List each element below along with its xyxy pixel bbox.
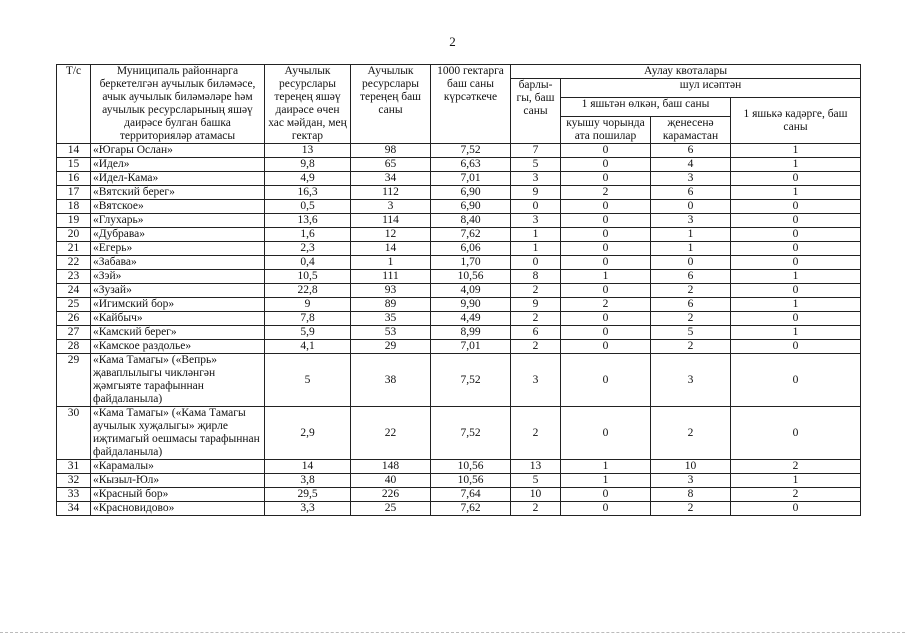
cell-count: 29: [351, 340, 431, 354]
cell-density: 4,09: [431, 284, 511, 298]
table-row: [57, 256, 861, 270]
cell-total: 8: [511, 270, 561, 284]
cell-no-sex: 3: [651, 354, 731, 407]
table-row: [57, 312, 861, 326]
cell-name: «Зэй»: [91, 270, 265, 284]
cell-name: «Кама Тамагы» («Кама Тамагы аучылык хуҗалыгы» җирле иҗтимагый оешмасы тарафыннан файдаланыла): [91, 407, 265, 460]
cell-under-one: 1: [731, 144, 861, 158]
header-territory-name: Муниципаль районнарга беркетелгән аучылык биләмәсе, ачык аучылык биләмәләре һәм аучылык ресурсларының яшәү даирәсе булган башка территорияләр атамасы: [91, 65, 265, 144]
cell-num: 29: [57, 354, 91, 407]
cell-density: 10,56: [431, 460, 511, 474]
table-row: [57, 326, 861, 340]
cell-num: 20: [57, 228, 91, 242]
cell-name: «Югары Ослан»: [91, 144, 265, 158]
cell-no-sex: 8: [651, 488, 731, 502]
cell-name: «Красный бор»: [91, 488, 265, 502]
cell-num: 25: [57, 298, 91, 312]
page-number: 2: [449, 34, 456, 49]
cell-count: 40: [351, 474, 431, 488]
cell-name: «Кызыл-Юл»: [91, 474, 265, 488]
cell-no-sex: 1: [651, 242, 731, 256]
cell-area: 10,5: [265, 270, 351, 284]
cell-total: 10: [511, 488, 561, 502]
cell-under-one: 0: [731, 407, 861, 460]
header-num: Т/с: [57, 65, 91, 144]
cell-no-sex: 6: [651, 144, 731, 158]
cell-under-one: 0: [731, 502, 861, 516]
cell-males: 0: [561, 502, 651, 516]
cell-count: 34: [351, 172, 431, 186]
cell-under-one: 0: [731, 354, 861, 407]
cell-name: «Красновидово»: [91, 502, 265, 516]
table-row: [57, 228, 861, 242]
cell-total: 2: [511, 312, 561, 326]
cell-name: «Егерь»: [91, 242, 265, 256]
cell-total: 1: [511, 242, 561, 256]
header-quotas: Аулау квоталары: [511, 65, 861, 79]
table-row: [57, 502, 861, 516]
cell-no-sex: 4: [651, 158, 731, 172]
cell-count: 111: [351, 270, 431, 284]
cell-area: 29,5: [265, 488, 351, 502]
cell-area: 14: [265, 460, 351, 474]
cell-males: 0: [561, 158, 651, 172]
cell-males: 0: [561, 407, 651, 460]
header-population: Аучылык ресурслары тереңең баш саны: [351, 65, 431, 144]
cell-males: 0: [561, 326, 651, 340]
cell-num: 14: [57, 144, 91, 158]
cell-area: 2,3: [265, 242, 351, 256]
cell-no-sex: 2: [651, 340, 731, 354]
cell-males: 0: [561, 340, 651, 354]
cell-count: 93: [351, 284, 431, 298]
cell-density: 6,06: [431, 242, 511, 256]
cell-name: «Дубрава»: [91, 228, 265, 242]
cell-no-sex: 2: [651, 407, 731, 460]
cell-total: 2: [511, 407, 561, 460]
cell-males: 2: [561, 186, 651, 200]
cell-males: 0: [561, 214, 651, 228]
cell-num: 21: [57, 242, 91, 256]
cell-area: 3,3: [265, 502, 351, 516]
cell-density: 6,63: [431, 158, 511, 172]
cell-density: 6,90: [431, 200, 511, 214]
cell-total: 9: [511, 298, 561, 312]
cell-density: 10,56: [431, 270, 511, 284]
cell-area: 0,4: [265, 256, 351, 270]
cell-under-one: 1: [731, 186, 861, 200]
cell-num: 28: [57, 340, 91, 354]
table-row: [57, 242, 861, 256]
table-row: [57, 172, 861, 186]
cell-num: 16: [57, 172, 91, 186]
cell-name: «Кама Тамагы» («Вепрь» җаваплылыгы чикләнгән җәмгыяте тарафыннан файдаланыла): [91, 354, 265, 407]
cell-under-one: 1: [731, 474, 861, 488]
cell-total: 0: [511, 256, 561, 270]
header-males-rut: куышу чорында ата пошилар: [561, 117, 651, 144]
cell-area: 3,8: [265, 474, 351, 488]
table-row: [57, 270, 861, 284]
cell-num: 22: [57, 256, 91, 270]
cell-area: 5,9: [265, 326, 351, 340]
table-row: [57, 354, 861, 407]
cell-total: 5: [511, 474, 561, 488]
table-row: [57, 474, 861, 488]
cell-count: 89: [351, 298, 431, 312]
cell-num: 18: [57, 200, 91, 214]
cell-area: 2,9: [265, 407, 351, 460]
header-regardless-sex: җенесенә карамастан: [651, 117, 731, 144]
table-row: [57, 186, 861, 200]
cell-area: 22,8: [265, 284, 351, 298]
cell-area: 9,8: [265, 158, 351, 172]
cell-males: 0: [561, 488, 651, 502]
cell-name: «Кайбыч»: [91, 312, 265, 326]
table-row: [57, 158, 861, 172]
cell-density: 8,99: [431, 326, 511, 340]
cell-no-sex: 3: [651, 214, 731, 228]
cell-name: «Камский берег»: [91, 326, 265, 340]
cell-males: 0: [561, 200, 651, 214]
cell-total: 13: [511, 460, 561, 474]
cell-name: «Идел»: [91, 158, 265, 172]
cell-total: 3: [511, 354, 561, 407]
cell-males: 0: [561, 228, 651, 242]
cell-males: 0: [561, 242, 651, 256]
cell-area: 0,5: [265, 200, 351, 214]
cell-count: 1: [351, 256, 431, 270]
cell-count: 25: [351, 502, 431, 516]
header-of-which: шул исәптән: [561, 79, 861, 98]
cell-under-one: 2: [731, 460, 861, 474]
cell-count: 65: [351, 158, 431, 172]
cell-total: 6: [511, 326, 561, 340]
cell-name: «Зузай»: [91, 284, 265, 298]
cell-area: 7,8: [265, 312, 351, 326]
cell-area: 13,6: [265, 214, 351, 228]
table-row: [57, 214, 861, 228]
cell-density: 8,40: [431, 214, 511, 228]
cell-under-one: 0: [731, 214, 861, 228]
cell-no-sex: 1: [651, 228, 731, 242]
cell-males: 1: [561, 460, 651, 474]
cell-total: 3: [511, 172, 561, 186]
table-row: [57, 284, 861, 298]
cell-no-sex: 3: [651, 172, 731, 186]
cell-density: 9,90: [431, 298, 511, 312]
cell-num: 33: [57, 488, 91, 502]
table-row: [57, 340, 861, 354]
cell-name: «Забава»: [91, 256, 265, 270]
cell-area: 5: [265, 354, 351, 407]
cell-no-sex: 3: [651, 474, 731, 488]
cell-count: 112: [351, 186, 431, 200]
cell-no-sex: 10: [651, 460, 731, 474]
cell-males: 1: [561, 270, 651, 284]
header-total: барлы-гы, баш саны: [511, 79, 561, 144]
cell-males: 0: [561, 172, 651, 186]
cell-density: 7,52: [431, 354, 511, 407]
cell-under-one: 0: [731, 340, 861, 354]
cell-density: 7,62: [431, 502, 511, 516]
table-row: [57, 460, 861, 474]
cell-no-sex: 6: [651, 298, 731, 312]
cell-males: 0: [561, 284, 651, 298]
cell-under-one: 0: [731, 228, 861, 242]
cell-name: «Вятское»: [91, 200, 265, 214]
cell-count: 114: [351, 214, 431, 228]
cell-under-one: 2: [731, 488, 861, 502]
cell-males: 0: [561, 144, 651, 158]
cell-name: «Игимский бор»: [91, 298, 265, 312]
cell-count: 38: [351, 354, 431, 407]
cell-count: 148: [351, 460, 431, 474]
cell-num: 17: [57, 186, 91, 200]
table-row: [57, 200, 861, 214]
cell-no-sex: 0: [651, 256, 731, 270]
cell-total: 2: [511, 340, 561, 354]
table-row: [57, 407, 861, 460]
table-row: [57, 298, 861, 312]
cell-total: 9: [511, 186, 561, 200]
cell-under-one: 1: [731, 298, 861, 312]
cell-total: 5: [511, 158, 561, 172]
cell-under-one: 1: [731, 326, 861, 340]
cell-total: 0: [511, 200, 561, 214]
table-row: [57, 144, 861, 158]
cell-density: 7,52: [431, 144, 511, 158]
cell-total: 7: [511, 144, 561, 158]
cell-num: 30: [57, 407, 91, 460]
cell-no-sex: 2: [651, 502, 731, 516]
cell-num: 32: [57, 474, 91, 488]
cell-num: 27: [57, 326, 91, 340]
cell-num: 26: [57, 312, 91, 326]
cell-count: 226: [351, 488, 431, 502]
cell-density: 7,62: [431, 228, 511, 242]
cell-males: 0: [561, 354, 651, 407]
cell-count: 3: [351, 200, 431, 214]
page-bottom-rule: [0, 632, 905, 633]
hunting-quota-table: [56, 64, 861, 516]
cell-count: 53: [351, 326, 431, 340]
cell-density: 7,01: [431, 172, 511, 186]
cell-no-sex: 0: [651, 200, 731, 214]
cell-area: 1,6: [265, 228, 351, 242]
cell-density: 6,90: [431, 186, 511, 200]
cell-total: 2: [511, 284, 561, 298]
cell-num: 34: [57, 502, 91, 516]
cell-total: 2: [511, 502, 561, 516]
cell-area: 13: [265, 144, 351, 158]
cell-no-sex: 6: [651, 270, 731, 284]
cell-name: «Идел-Кама»: [91, 172, 265, 186]
cell-males: 0: [561, 256, 651, 270]
header-under-one-year: 1 яшькә кадәрге, баш саны: [731, 98, 861, 144]
cell-density: 10,56: [431, 474, 511, 488]
cell-density: 4,49: [431, 312, 511, 326]
cell-density: 1,70: [431, 256, 511, 270]
cell-num: 23: [57, 270, 91, 284]
cell-under-one: 0: [731, 284, 861, 298]
cell-count: 98: [351, 144, 431, 158]
cell-num: 19: [57, 214, 91, 228]
cell-num: 31: [57, 460, 91, 474]
cell-density: 7,64: [431, 488, 511, 502]
cell-total: 1: [511, 228, 561, 242]
cell-area: 9: [265, 298, 351, 312]
cell-count: 22: [351, 407, 431, 460]
header-density: 1000 гектарга баш саны күрсәткече: [431, 65, 511, 144]
cell-under-one: 0: [731, 172, 861, 186]
cell-density: 7,01: [431, 340, 511, 354]
cell-area: 16,3: [265, 186, 351, 200]
cell-count: 14: [351, 242, 431, 256]
cell-density: 7,52: [431, 407, 511, 460]
cell-name: «Камское раздолье»: [91, 340, 265, 354]
cell-males: 0: [561, 312, 651, 326]
cell-total: 3: [511, 214, 561, 228]
cell-num: 15: [57, 158, 91, 172]
table-row: [57, 488, 861, 502]
cell-name: «Карамалы»: [91, 460, 265, 474]
cell-area: 4,9: [265, 172, 351, 186]
cell-count: 12: [351, 228, 431, 242]
cell-under-one: 0: [731, 256, 861, 270]
cell-males: 2: [561, 298, 651, 312]
cell-no-sex: 6: [651, 186, 731, 200]
header-habitat-area: Аучылык ресурслары тереңең яшәү даирәсе өчен хас мәйдан, мең гектар: [265, 65, 351, 144]
cell-males: 1: [561, 474, 651, 488]
cell-no-sex: 2: [651, 284, 731, 298]
cell-under-one: 0: [731, 242, 861, 256]
cell-count: 35: [351, 312, 431, 326]
cell-under-one: 1: [731, 270, 861, 284]
cell-num: 24: [57, 284, 91, 298]
cell-name: «Вятский берег»: [91, 186, 265, 200]
cell-name: «Глухарь»: [91, 214, 265, 228]
cell-area: 4,1: [265, 340, 351, 354]
cell-no-sex: 5: [651, 326, 731, 340]
cell-under-one: 0: [731, 200, 861, 214]
cell-under-one: 1: [731, 158, 861, 172]
cell-under-one: 0: [731, 312, 861, 326]
cell-no-sex: 2: [651, 312, 731, 326]
header-over-one-year: 1 яшьтән өлкән, баш саны: [561, 98, 731, 117]
